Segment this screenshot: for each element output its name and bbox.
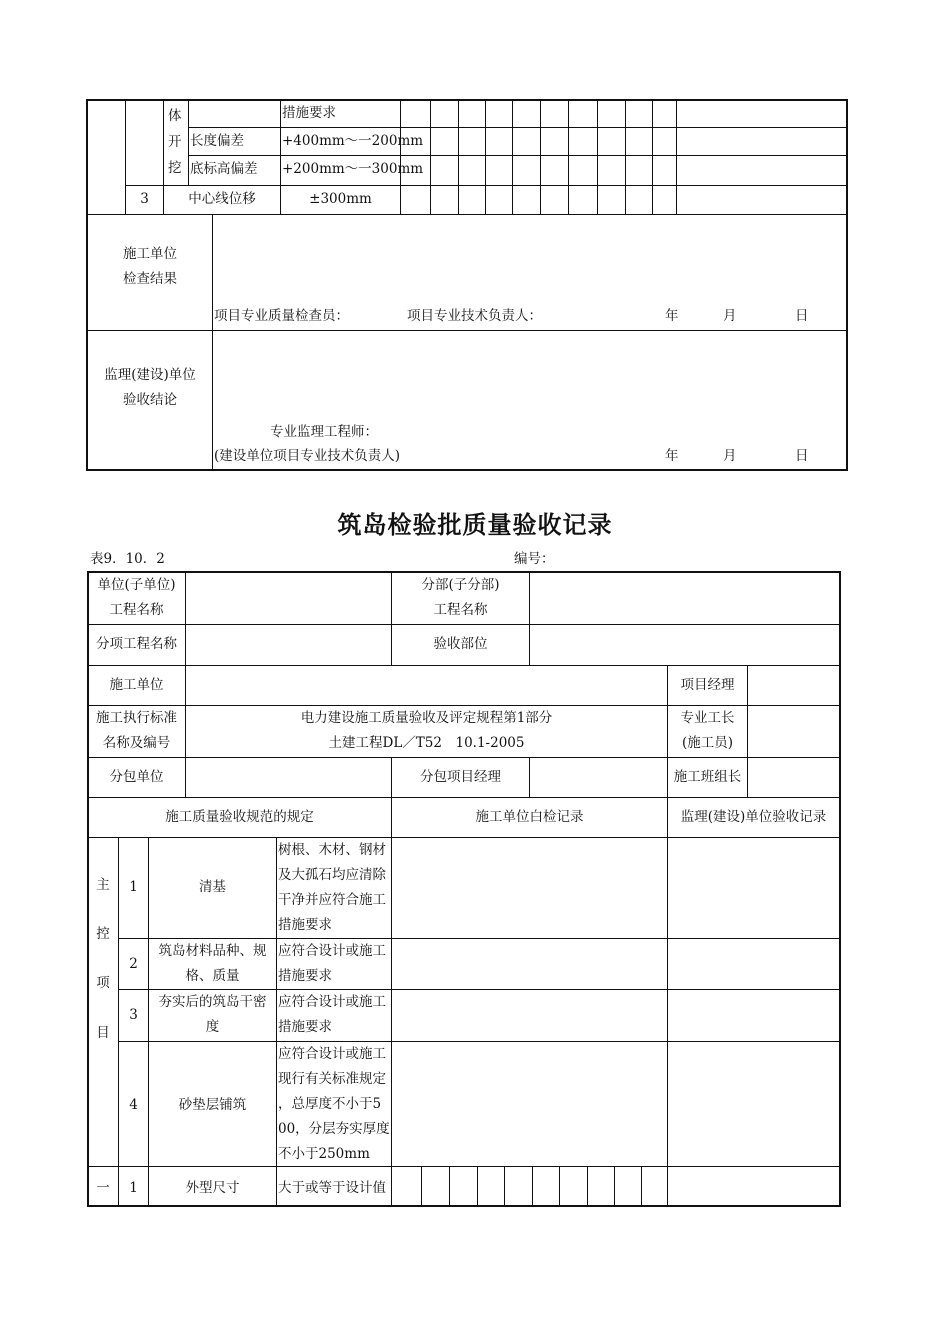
main-item-name: 夯实后的筑岛干密 <box>158 994 267 1010</box>
general-group-char: 一 <box>96 1180 110 1196</box>
month-label: 月 <box>723 448 737 464</box>
main-item-num: 1 <box>129 879 138 895</box>
general-item-req: 大于或等于设计值 <box>278 1180 386 1196</box>
main-item-num: 3 <box>129 1007 138 1023</box>
group-label-char: 开 <box>168 134 182 150</box>
main-group-char: 控 <box>96 926 110 942</box>
main-group-char: 目 <box>96 1025 110 1041</box>
page-title: 筑岛检验批质量验收记录 <box>337 511 613 539</box>
row-item: 底标高偏差 <box>190 161 258 177</box>
item-name-label: 分项工程名称 <box>96 636 177 652</box>
main-item-req: 00，分层夯实厚度 <box>278 1121 390 1137</box>
supervision-label: 监理(建设)单位 <box>104 367 196 383</box>
self-check-column-header: 施工单位白检记录 <box>475 809 584 825</box>
sub-pm-label: 分包项目经理 <box>420 769 501 785</box>
main-item-name: 清基 <box>199 879 226 895</box>
main-item-req: 及大孤石均应清除 <box>278 867 386 883</box>
main-item-req: 措施要求 <box>278 917 332 933</box>
main-item-num: 2 <box>129 956 138 972</box>
main-item-req: 措施要求 <box>278 1019 332 1035</box>
main-item-name: 度 <box>205 1019 220 1035</box>
main-item-name: 格、质量 <box>185 968 240 984</box>
main-group-char: 主 <box>96 877 110 893</box>
group-label-char: 挖 <box>168 160 182 176</box>
check-label: 检查结果 <box>123 271 177 287</box>
row-standard: 措施要求 <box>282 105 336 121</box>
unit-label: 工程名称 <box>109 602 164 618</box>
contractor-label: 施工单位 <box>109 677 164 693</box>
day-label: 日 <box>795 448 809 464</box>
supervision-label: 验收结论 <box>123 392 177 408</box>
unit-label: 单位(子单位) <box>97 577 176 593</box>
main-item-name: 筑岛材料品种、规 <box>158 943 267 959</box>
main-item-name: 砂垫层铺筑 <box>178 1097 247 1113</box>
main-item-num: 4 <box>129 1097 138 1113</box>
standard-label: 名称及编号 <box>102 735 171 751</box>
main-item-req: 应符合设计或施工 <box>278 943 386 959</box>
check-label: 施工单位 <box>123 246 177 262</box>
day-label: 日 <box>795 308 809 324</box>
pm-label: 项目经理 <box>680 677 735 693</box>
main-item-req: ，总厚度不小于5 <box>278 1096 382 1112</box>
subcontractor-label: 分包单位 <box>109 769 164 785</box>
row-standard: ±300mm <box>309 191 372 207</box>
supervision-column-header: 监理(建设)单位验收记录 <box>680 809 827 825</box>
main-item-req: 干净并应符合施工 <box>278 892 386 908</box>
month-label: 月 <box>723 308 737 324</box>
general-item-num: 1 <box>129 1180 138 1196</box>
main-item-req: 现行有关标准规定 <box>278 1071 386 1087</box>
inspector-label: 项目专业质量检查员： <box>214 308 349 324</box>
spec-column-header: 施工质量验收规范的规定 <box>165 809 314 825</box>
year-label: 年 <box>665 448 679 464</box>
location-label: 验收部位 <box>433 636 488 652</box>
sub-project-label: 分部(子分部) <box>421 577 500 593</box>
group-label-char: 体 <box>168 108 182 124</box>
team-lead-label: 施工班组长 <box>673 769 742 785</box>
standard-value: 电力建设施工质量验收及评定规程第1部分 <box>300 710 553 726</box>
main-group-char: 项 <box>96 975 110 991</box>
engineer-label: 专业监理工程师： <box>270 424 378 440</box>
row-num: 3 <box>140 191 149 207</box>
standard-label: 施工执行标准 <box>96 710 177 726</box>
main-item-req: 措施要求 <box>278 968 332 984</box>
year-label: 年 <box>665 308 679 324</box>
main-item-req: 不小于250mm <box>278 1146 370 1162</box>
owner-lead-label: (建设单位项目专业技术负责人) <box>214 448 401 464</box>
sub-project-label: 工程名称 <box>433 602 488 618</box>
tech-lead-label: 项目专业技术负责人： <box>407 308 542 324</box>
standard-value: 土建工程DL／T52 10.1-2005 <box>328 735 525 751</box>
row-standard: +200mm～一300mm <box>282 161 424 177</box>
row-item: 长度偏差 <box>190 133 244 149</box>
main-item-req: 应符合设计或施工 <box>278 1046 386 1062</box>
main-item-req: 树根、木材、钢材 <box>278 842 386 858</box>
foreman-label: 专业工长 <box>680 710 735 726</box>
row-standard: +400mm～一200mm <box>282 133 424 149</box>
main-item-req: 应符合设计或施工 <box>278 994 386 1010</box>
foreman-label: (施工员) <box>681 735 734 751</box>
general-item-name: 外型尺寸 <box>185 1180 240 1196</box>
serial-label: 编号： <box>514 551 555 567</box>
row-item: 中心线位移 <box>188 191 256 207</box>
table-number: 表9．10．2 <box>90 551 165 567</box>
